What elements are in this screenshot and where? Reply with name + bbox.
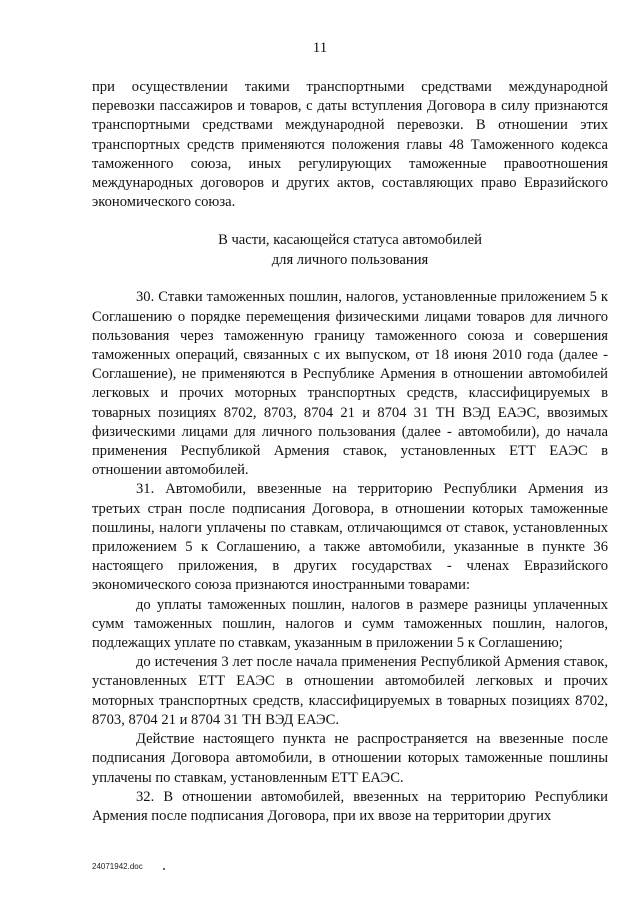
paragraph-intro: при осуществлении такими транспортными средствами международной перевозки пассажиров и товаров, с даты вступления Договора в силу признаются транспортными средствами международной перевозки. В отношении этих транспортных средств применяются положения главы 48 Таможенного кодекса таможенного союза, иных регулирующих таможенные правоотношения международных договоров и других актов, составляющих право Евразийского экономического союза. [92,79,608,211]
paragraph-31-note: Действие настоящего пункта не распространяется на ввезенные после подписания Договора автомобили, в отношении которых таможенные пошлины уплачены по ставкам, установленным ЕТТ ЕАЭС. [92,731,608,786]
page-number: 11 [312,40,328,56]
paragraph-31-item-a: до уплаты таможенных пошлин, налогов в размере разницы уплаченных сумм таможенных пошлин, налогов и сумм таможенных пошлин, налогов, подлежащих уплате по ставкам, указанным в приложении 5 к Соглашению; [92,596,608,652]
footer-mark [163,868,165,870]
paragraph-31-item-b: до истечения 3 лет после начала применения Республикой Армения ставок, установленных ЕТТ ЕАЭС в отношении автомобилей легковых и прочих моторных транспортных средств, классифицируемых в товарных позициях 8702, 8703, 8704 21 и 8704 31 ТН ВЭД ЕАЭС. [92,654,608,728]
document-body [92,78,608,826]
paragraph-31: 31. Автомобили, ввезенные на территорию Республики Армения из третьих стран после подписания Договора, в отношении которых таможенные пошлины, налоги уплачены по ставкам, отличающимся от ставок, установленных приложением 5 к Соглашению, а также автомобили, указанные в пункте 36 настоящего приложения, в других государствах - членах Евразийского экономического союза признаются иностранными товарами: [92,481,608,594]
paragraph-30: 30. Ставки таможенных пошлин, налогов, установленные приложением 5 к Соглашению о порядке перемещения физическими лицами товаров для личного пользования через таможенную границу таможенного союза и совершения таможенных операций, связанных с их выпуском, от 18 июня 2010 года (далее - Соглашение), не применяются в Республике Армения в отношении автомобилей легковых и прочих моторных транспортных средств, классифицируемых в товарных позициях 8702, 8703, 8704 21 и 8704 31 ТН ВЭД ЕАЭС, ввозимых физическими лицами для личного пользования (далее - автомобили), до начала применения Республикой Армения ставок, установленных ЕТТ ЕАЭС в отношении автомобилей. [92,289,608,479]
section-heading-line-2: для личного пользования [271,252,429,269]
section-heading [92,230,608,270]
section-heading-line-1: В части, касающейся статуса автомобилей [218,232,482,249]
footer-document-code: 24071942.doc [92,862,143,871]
paragraph-32: 32. В отношении автомобилей, ввезенных на территорию Республики Армения после подписания Договора, при их ввозе на территории других [92,788,608,824]
